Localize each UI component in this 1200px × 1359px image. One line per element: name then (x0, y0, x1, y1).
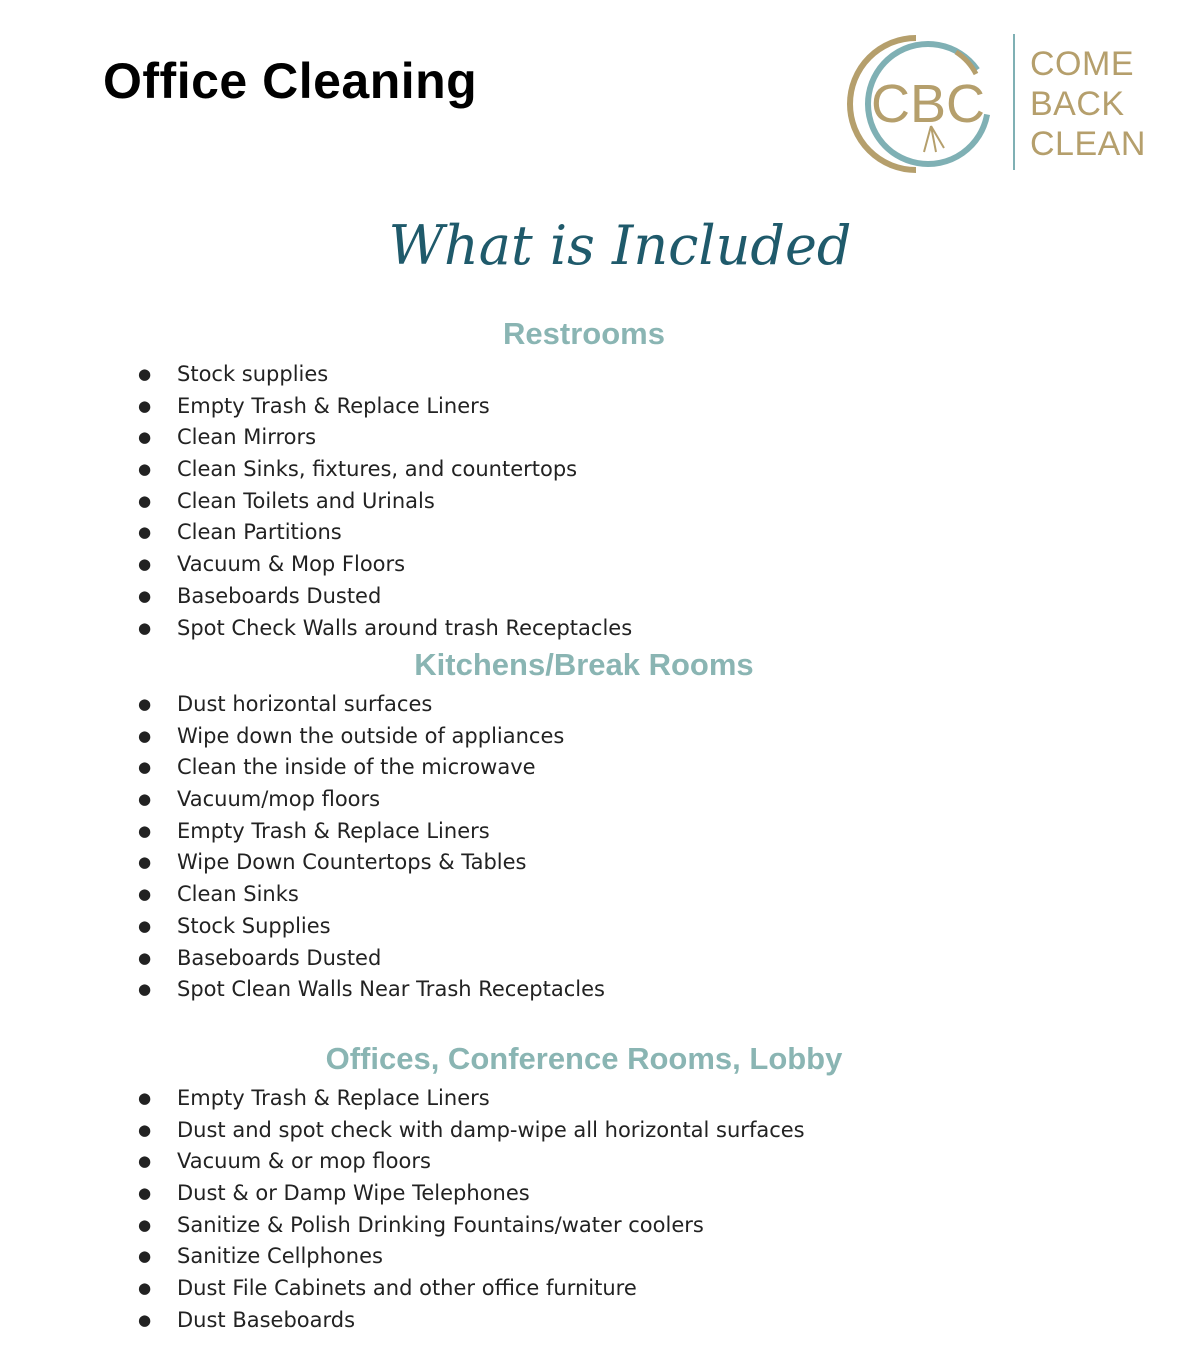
list-item-text: Vacuum/mop floors (177, 787, 381, 812)
bullet-icon: ● (138, 586, 152, 605)
list-item (138, 422, 632, 454)
list-item (138, 359, 632, 391)
list-item-text: Stock Supplies (177, 913, 331, 938)
list-item-text: Clean Partitions (177, 520, 342, 545)
list-item-text: Clean Sinks (177, 882, 299, 907)
bullet-icon: ● (138, 396, 152, 415)
list-item (138, 1241, 805, 1273)
list-item (138, 847, 605, 879)
logo-monogram: CBC (870, 74, 986, 134)
list-item-text: Vacuum & Mop Floors (177, 552, 406, 577)
offices-list (138, 1083, 805, 1337)
list-item-text: Baseboards Dusted (177, 945, 382, 970)
bullet-icon: ● (138, 790, 152, 809)
list-item-text: Empty Trash & Replace Liners (177, 1086, 490, 1110)
list-item-text: Vacuum & or mop floors (177, 1149, 431, 1174)
list-item (138, 752, 605, 784)
bullet-icon: ● (138, 1152, 152, 1171)
bullet-icon: ● (138, 758, 152, 777)
list-item (138, 1115, 805, 1147)
list-item (138, 911, 605, 943)
list-item (138, 613, 632, 645)
list-item (138, 1178, 805, 1210)
list-item (138, 721, 605, 753)
bullet-icon: ● (138, 1279, 152, 1298)
restrooms-list (138, 359, 632, 644)
bullet-icon: ● (138, 1184, 152, 1203)
list-item-text: Clean the inside of the microwave (177, 755, 536, 780)
bullet-icon: ● (138, 491, 152, 510)
list-item-text: Wipe Down Countertops & Tables (177, 850, 527, 875)
list-item (138, 1273, 805, 1305)
list-item (138, 581, 632, 613)
list-item-text: Baseboards Dusted (177, 583, 382, 608)
bullet-icon: ● (138, 980, 152, 999)
bullet-icon: ● (138, 948, 152, 967)
list-item (138, 549, 632, 581)
bullet-icon: ● (138, 1247, 152, 1266)
list-item-text: Stock supplies (177, 362, 329, 386)
bullet-icon: ● (138, 885, 152, 904)
list-item-text: Clean Mirrors (177, 425, 317, 450)
list-item (138, 1146, 805, 1178)
section-heading-restrooms: Restrooms (503, 316, 665, 351)
kitchens-list (138, 689, 605, 1006)
list-item-text: Dust File Cabinets and other office furniture (177, 1276, 637, 1301)
section-heading-offices: Offices, Conference Rooms, Lobby (325, 1041, 843, 1076)
logo-word: COME (1030, 45, 1134, 83)
list-item-text: Empty Trash & Replace Liners (177, 818, 490, 843)
bullet-icon: ● (138, 523, 152, 542)
list-item-text: Dust horizontal surfaces (177, 692, 433, 716)
section-heading-kitchens: Kitchens/Break Rooms (414, 647, 754, 682)
page-title: Office Cleaning (103, 53, 478, 109)
list-item-text: Spot Clean Walls Near Trash Receptacles (177, 977, 605, 1002)
list-item (138, 1305, 805, 1337)
list-item-text: Dust Baseboards (177, 1307, 356, 1332)
list-item-text: Dust and spot check with damp-wipe all horizontal surfaces (177, 1117, 805, 1142)
bullet-icon: ● (138, 618, 152, 637)
list-item-text: Sanitize & Polish Drinking Fountains/water coolers (177, 1212, 704, 1237)
list-item-text: Sanitize Cellphones (177, 1244, 383, 1269)
list-item-text: Dust & or Damp Wipe Telephones (177, 1181, 530, 1206)
list-item (138, 689, 605, 721)
bullet-icon: ● (138, 365, 152, 383)
logo-wordmark (1030, 44, 1146, 164)
what-is-included-heading: What is Included (388, 214, 852, 277)
list-item (138, 1083, 805, 1115)
bullet-icon: ● (138, 1215, 152, 1234)
bullet-icon: ● (138, 1089, 152, 1107)
bullet-icon: ● (138, 555, 152, 574)
list-item (138, 974, 605, 1006)
list-item (138, 943, 605, 975)
bullet-icon: ● (138, 916, 152, 935)
list-item (138, 879, 605, 911)
bullet-icon: ● (138, 853, 152, 872)
bullet-icon: ● (138, 428, 152, 447)
list-item (138, 816, 605, 848)
logo-word: CLEAN (1030, 125, 1146, 163)
list-item-text: Clean Toilets and Urinals (177, 488, 435, 513)
bullet-icon: ● (138, 821, 152, 840)
list-item (138, 486, 632, 518)
bullet-icon: ● (138, 726, 152, 745)
bullet-icon: ● (138, 1120, 152, 1139)
list-item (138, 517, 632, 549)
list-item (138, 454, 632, 486)
bullet-icon: ● (138, 460, 152, 479)
list-item-text: Clean Sinks, fixtures, and countertops (177, 457, 578, 482)
list-item (138, 391, 632, 423)
list-item (138, 784, 605, 816)
bullet-icon: ● (138, 695, 152, 713)
list-item (138, 1210, 805, 1242)
bullet-icon: ● (138, 1310, 152, 1329)
list-item-text: Spot Check Walls around trash Receptacles (177, 615, 633, 640)
list-item-text: Empty Trash & Replace Liners (177, 393, 490, 418)
list-item-text: Wipe down the outside of appliances (177, 723, 565, 748)
logo-word: BACK (1030, 85, 1125, 123)
